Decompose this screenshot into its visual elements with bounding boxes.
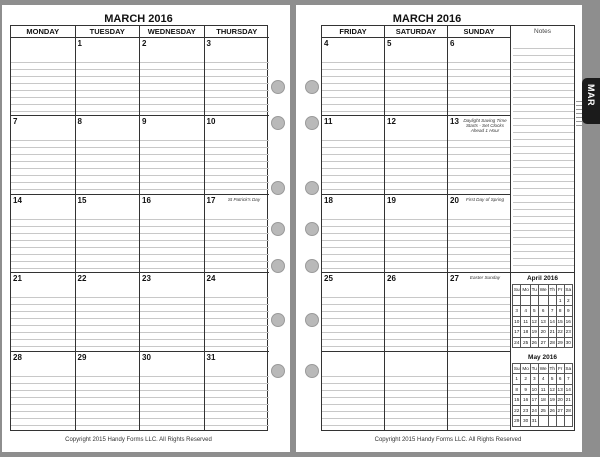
mini-weekday: Th: [548, 363, 556, 374]
mini-date: 16: [564, 316, 572, 327]
writing-lines: [385, 134, 447, 193]
mini-weekday: Sa: [564, 285, 572, 296]
mini-weekday: Sa: [564, 363, 572, 374]
mini-date: [530, 295, 538, 306]
day-cell[interactable]: [448, 116, 511, 194]
left-copyright: Copyright 2015 Handy Forms LLC. All Rights Reserved: [65, 437, 212, 443]
mini-date: 10: [513, 316, 521, 327]
mini-weekday: Fr: [556, 285, 564, 296]
writing-lines: [11, 370, 75, 430]
day-header: TUESDAY: [76, 26, 141, 38]
holiday-note: St Patrick's Day: [227, 196, 261, 202]
mini-date: 3: [513, 306, 521, 317]
writing-lines: [385, 291, 447, 350]
mini-calendar: [512, 274, 573, 348]
day-cell[interactable]: [385, 273, 448, 351]
binder-hole: [271, 364, 285, 378]
writing-lines: [205, 56, 270, 115]
holiday-note: Easter Sunday: [469, 275, 501, 281]
binder-hole: [271, 259, 285, 273]
mini-date: 2: [521, 374, 530, 385]
day-cell[interactable]: [11, 273, 76, 351]
mini-date: 2: [564, 295, 572, 306]
day-cell[interactable]: [76, 116, 141, 194]
writing-lines: [205, 134, 270, 193]
day-number: 25: [324, 274, 333, 284]
mini-date: 18: [521, 327, 530, 338]
mini-date: 31: [530, 416, 538, 427]
right-month-title: MARCH 2016: [392, 13, 462, 25]
mini-date: 12: [530, 316, 538, 327]
day-number: 12: [387, 117, 396, 127]
left-calendar-grid: [10, 25, 268, 431]
mini-date: 20: [538, 327, 548, 338]
day-cell[interactable]: [385, 38, 448, 116]
day-cell[interactable]: [205, 116, 270, 194]
day-number: 11: [324, 117, 333, 127]
holiday-note: First Day of Spring: [465, 196, 505, 202]
mini-date: 20: [556, 395, 564, 406]
mini-weekday: We: [538, 285, 548, 296]
day-number: 21: [13, 274, 22, 284]
binder-hole: [271, 313, 285, 327]
writing-lines: [205, 370, 270, 430]
binder-hole: [271, 80, 285, 94]
writing-lines: [322, 370, 384, 430]
mini-date: 22: [556, 327, 564, 338]
day-cell[interactable]: [205, 273, 270, 351]
day-number: 9: [142, 117, 147, 127]
day-cell[interactable]: [385, 352, 448, 430]
binder-hole: [271, 116, 285, 130]
mini-date: 3: [530, 374, 538, 385]
writing-lines: [140, 134, 204, 193]
mini-weekday: Fr: [556, 363, 564, 374]
writing-lines: [385, 370, 447, 430]
day-cell[interactable]: [385, 116, 448, 194]
mini-date: 8: [513, 384, 521, 395]
mini-date: 13: [538, 316, 548, 327]
mini-date: 12: [548, 384, 556, 395]
mini-date: 16: [521, 395, 530, 406]
day-number: 20: [450, 195, 459, 205]
notes-lines: [513, 42, 574, 272]
day-cell[interactable]: [140, 195, 205, 273]
mini-date: 11: [521, 316, 530, 327]
writing-lines: [322, 291, 384, 350]
day-number: 26: [387, 274, 396, 284]
mini-date: 22: [513, 405, 521, 416]
writing-lines: [76, 291, 140, 350]
mini-date: 9: [564, 306, 572, 317]
day-cell[interactable]: [448, 195, 511, 273]
mini-date: 17: [513, 327, 521, 338]
writing-lines: [322, 213, 384, 272]
day-number: 27: [450, 274, 459, 284]
binder-hole: [305, 181, 319, 195]
day-cell[interactable]: [322, 38, 385, 116]
mini-weekday: Th: [548, 285, 556, 296]
day-number: 1: [77, 39, 82, 48]
day-number: 30: [142, 352, 151, 362]
writing-lines: [385, 56, 447, 115]
day-number: 14: [13, 195, 22, 205]
mini-date: 30: [564, 337, 572, 348]
mini-date: 28: [548, 337, 556, 348]
mini-date: 30: [521, 416, 530, 427]
mini-weekday: Tu: [530, 363, 538, 374]
writing-lines: [11, 291, 75, 350]
day-cell[interactable]: [205, 38, 270, 116]
binder-hole: [305, 80, 319, 94]
mini-date: [548, 295, 556, 306]
mini-date: 29: [556, 337, 564, 348]
mini-date: 19: [530, 327, 538, 338]
mini-date: 18: [538, 395, 548, 406]
day-number: 3: [206, 39, 211, 48]
mini-date: 23: [521, 405, 530, 416]
day-cell[interactable]: [448, 38, 511, 116]
left-page: [2, 5, 290, 452]
day-number: 19: [387, 195, 396, 205]
mini-calendar-title: May 2016: [528, 353, 557, 361]
writing-lines: [11, 56, 75, 115]
mini-calendar-title: April 2016: [526, 275, 559, 283]
mini-date: 21: [564, 395, 572, 406]
binder-hole: [271, 222, 285, 236]
day-number: 5: [387, 39, 392, 48]
mini-date: 11: [538, 384, 548, 395]
mini-date: 4: [538, 374, 548, 385]
writing-lines: [205, 291, 270, 350]
day-header: MONDAY: [11, 26, 76, 38]
day-cell[interactable]: [76, 352, 141, 430]
day-header: FRIDAY: [322, 26, 385, 38]
mini-date: 7: [564, 374, 572, 385]
mini-date: 15: [556, 316, 564, 327]
binder-hole: [305, 116, 319, 130]
writing-lines: [76, 56, 140, 115]
day-cell[interactable]: [448, 273, 511, 351]
day-cell[interactable]: [76, 273, 141, 351]
month-tab-label: MAR: [586, 84, 596, 106]
writing-lines: [322, 56, 384, 115]
mini-weekday: Su: [513, 285, 521, 296]
day-header: SATURDAY: [385, 26, 448, 38]
right-calendar-grid: [321, 25, 575, 431]
mini-date: 6: [538, 306, 548, 317]
day-cell[interactable]: [11, 352, 76, 430]
mini-date: 23: [564, 327, 572, 338]
mini-date: 15: [513, 395, 521, 406]
day-number: 18: [324, 195, 333, 205]
mini-date: 1: [556, 295, 564, 306]
writing-lines: [76, 134, 140, 193]
mini-date: 26: [548, 405, 556, 416]
day-number: 7: [13, 117, 18, 127]
mini-date: 26: [530, 337, 538, 348]
day-cell[interactable]: [322, 195, 385, 273]
binder-hole: [305, 222, 319, 236]
day-cell[interactable]: [76, 195, 141, 273]
mini-date: 6: [556, 374, 564, 385]
mini-calendar-table: [512, 284, 573, 348]
mini-date: 19: [548, 395, 556, 406]
day-cell[interactable]: [76, 38, 141, 116]
writing-lines: [140, 213, 204, 272]
mini-date: 29: [513, 416, 521, 427]
day-number: 17: [206, 195, 216, 205]
day-header: WEDNESDAY: [140, 26, 205, 38]
day-cell[interactable]: [140, 116, 205, 194]
writing-lines: [140, 291, 204, 350]
day-number: 23: [142, 274, 151, 284]
mini-date: 13: [556, 384, 564, 395]
writing-lines: [205, 213, 270, 272]
mini-calendar-table: [512, 363, 573, 427]
day-cell[interactable]: [140, 38, 205, 116]
binder-hole: [271, 181, 285, 195]
day-cell[interactable]: [385, 195, 448, 273]
day-header: THURSDAY: [205, 26, 270, 38]
mini-calendar: [512, 353, 573, 427]
writing-lines: [76, 213, 140, 272]
writing-lines: [448, 291, 510, 350]
mini-date: [521, 295, 530, 306]
day-number: 22: [77, 274, 87, 284]
writing-lines: [448, 56, 510, 115]
holiday-note: Daylight Saving Time Starts - Set Clocks Ahead 1 Hour: [463, 118, 507, 134]
day-cell[interactable]: [448, 352, 511, 430]
day-number: 24: [206, 274, 216, 284]
writing-lines: [140, 56, 204, 115]
day-cell[interactable]: [205, 195, 270, 273]
day-header: SUNDAY: [448, 26, 511, 38]
mini-date: 17: [530, 395, 538, 406]
mini-weekday: We: [538, 363, 548, 374]
mini-date: 7: [548, 306, 556, 317]
writing-lines: [322, 134, 384, 193]
day-number: 8: [77, 117, 82, 127]
mini-weekday: Su: [513, 363, 521, 374]
day-number: 29: [77, 352, 87, 362]
binder-hole: [305, 259, 319, 273]
mini-weekday: Mo: [521, 285, 530, 296]
day-number: 4: [324, 39, 329, 48]
notes-label: Notes: [534, 28, 551, 35]
writing-lines: [11, 134, 75, 193]
mini-date: 5: [530, 306, 538, 317]
mini-date: [538, 295, 548, 306]
day-number: 16: [142, 195, 151, 205]
day-cell[interactable]: [322, 273, 385, 351]
day-cell[interactable]: [205, 352, 270, 430]
right-page: [296, 5, 582, 452]
writing-lines: [448, 213, 510, 272]
mini-date: 8: [556, 306, 564, 317]
day-cell[interactable]: [11, 116, 76, 194]
mini-date: [548, 416, 556, 427]
mini-date: 10: [530, 384, 538, 395]
left-month-title: MARCH 2016: [104, 13, 173, 25]
mini-date: 14: [548, 316, 556, 327]
mini-date: 9: [521, 384, 530, 395]
day-cell[interactable]: [11, 195, 76, 273]
mini-date: 21: [548, 327, 556, 338]
writing-lines: [385, 213, 447, 272]
mini-date: 25: [538, 405, 548, 416]
day-number: 31: [206, 352, 216, 362]
mini-date: 5: [548, 374, 556, 385]
day-number: 10: [206, 117, 216, 127]
mini-date: 4: [521, 306, 530, 317]
day-number: 13: [450, 117, 459, 127]
mini-date: 24: [513, 337, 521, 348]
mini-date: [556, 416, 564, 427]
mini-date: 1: [513, 374, 521, 385]
day-number: 6: [450, 39, 455, 48]
day-number: 28: [13, 352, 22, 362]
month-tab-mar[interactable]: [582, 78, 600, 124]
mini-weekday: Mo: [521, 363, 530, 374]
day-cell[interactable]: [322, 116, 385, 194]
mini-date: [564, 416, 572, 427]
writing-lines: [76, 370, 140, 430]
day-number: 2: [142, 39, 147, 48]
notes-section[interactable]: [511, 26, 574, 273]
writing-lines: [448, 134, 510, 193]
writing-lines: [448, 370, 510, 430]
right-copyright: Copyright 2015 Handy Forms LLC. All Rights Reserved: [374, 437, 522, 443]
day-cell[interactable]: [11, 38, 76, 116]
binder-hole: [305, 313, 319, 327]
mini-date: 14: [564, 384, 572, 395]
day-cell[interactable]: [140, 273, 205, 351]
binder-hole: [305, 364, 319, 378]
day-cell[interactable]: [322, 352, 385, 430]
writing-lines: [140, 370, 204, 430]
day-number: 15: [77, 195, 87, 205]
writing-lines: [11, 213, 75, 272]
mini-date: 27: [556, 405, 564, 416]
mini-date: [513, 295, 521, 306]
mini-date: 24: [530, 405, 538, 416]
mini-date: [538, 416, 548, 427]
mini-date: 25: [521, 337, 530, 348]
mini-date: 28: [564, 405, 572, 416]
mini-weekday: Tu: [530, 285, 538, 296]
day-cell[interactable]: [140, 352, 205, 430]
mini-date: 27: [538, 337, 548, 348]
